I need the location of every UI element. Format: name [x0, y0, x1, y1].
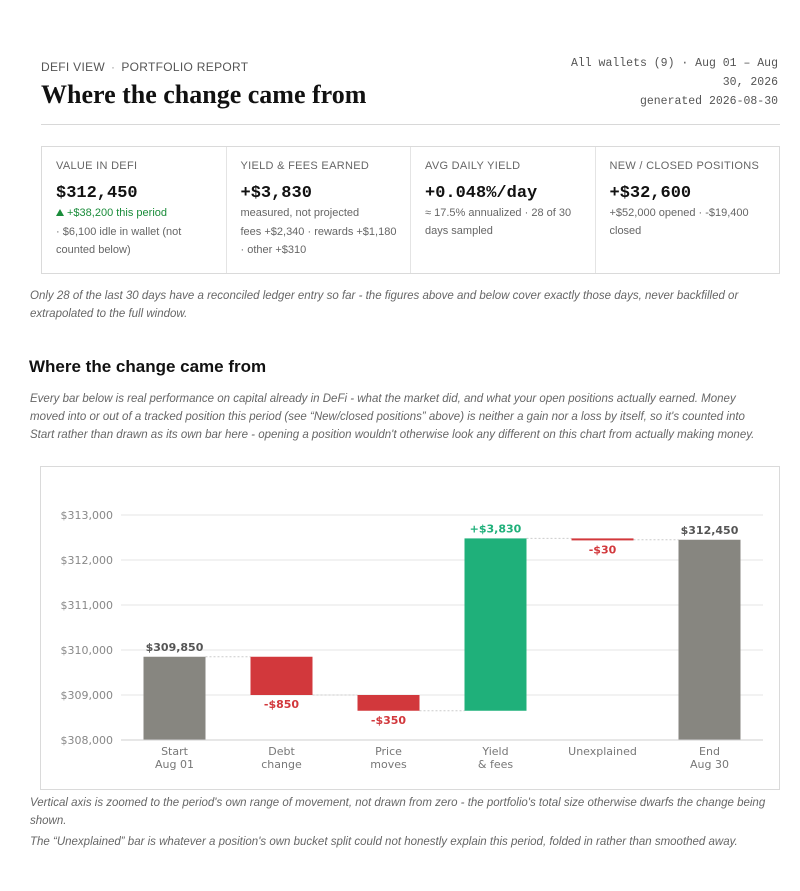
unexplained-note: The “Unexplained” bar is whatever a position's own bucket split could not honestly explain this period, folded in rather than smoothed away.	[30, 836, 738, 848]
kpi-label: VALUE IN DEFI	[56, 160, 138, 172]
x-category-label: Price	[375, 745, 402, 758]
bar-data-label: $312,450	[680, 523, 739, 537]
axis-note: Vertical axis is zoomed to the period's own range of movement, not drawn from zero - the portfolio's total size otherwise dwarfs the change being shown.	[30, 797, 766, 827]
eyebrow-report: PORTFOLIO REPORT	[121, 60, 249, 74]
waterfall-bar	[144, 657, 206, 740]
meta-scope: All wallets (9) · Aug 01 – Aug	[570, 57, 778, 70]
kpi-breakdown: fees +$2,340 · rewards +$1,180 · other +$310	[240, 226, 397, 256]
x-category-label: End	[699, 745, 720, 758]
y-tick-label: $313,000	[60, 509, 113, 522]
coverage-note: Only 28 of the last 30 days have a reconciled ledger entry so far - the figures above and below cover exactly those days, never backfilled or extrapolated to the full window.	[30, 290, 739, 320]
kpi-avg-daily-yield	[411, 147, 596, 273]
x-category-label: Start	[161, 745, 188, 758]
x-category-label: Debt	[268, 745, 295, 758]
kpi-sub: +$52,000 opened · -$19,400 closed	[609, 207, 749, 237]
x-category-label: change	[261, 758, 302, 771]
section-title: Where the change came from	[29, 357, 267, 376]
bar-data-label: -$350	[370, 713, 407, 727]
waterfall-bar	[251, 657, 313, 695]
kpi-sub: ≈ 17.5% annualized · 28 of 30 days sampled	[425, 207, 572, 237]
x-category-label: Aug 30	[690, 758, 729, 771]
kpi-yield-fees	[227, 147, 412, 273]
y-tick-label: $308,000	[60, 734, 113, 747]
kpi-change	[56, 204, 214, 222]
kpi-label: YIELD & FEES EARNED	[240, 160, 370, 172]
header-divider	[41, 124, 780, 125]
kpi-sub: · $6,100 idle in wallet (not counted below)	[56, 226, 182, 256]
kpi-value-in-defi	[42, 147, 227, 273]
eyebrow: DEFI VIEW · PORTFOLIO REPORT	[41, 60, 249, 74]
bar-data-label: $309,850	[145, 640, 204, 654]
x-category-label: Yield	[482, 745, 509, 758]
y-tick-label: $309,000	[60, 689, 113, 702]
waterfall-bar	[465, 538, 527, 710]
kpi-change-text: +$38,200 this period	[67, 207, 167, 219]
kpi-row	[41, 146, 780, 274]
bar-data-label: +$3,830	[469, 522, 522, 536]
kpi-value: $312,450	[56, 184, 138, 203]
explain-note: Every bar below is real performance on capital already in DeFi - what the market did, and what your open positions actually earned. Money moved into or out of a tracked position this period (see “New/closed positions” above) is neither a gain nor a loss by itself, so it's counted into Start rather than drawn as its own bar here - opening a position wouldn't otherwise look any different on this chart from actually making money.	[30, 393, 755, 441]
kpi-value: +$32,600	[609, 184, 692, 203]
kpi-value: +0.048%/day	[425, 184, 538, 203]
kpi-label: AVG DAILY YIELD	[425, 160, 521, 172]
kpi-label: NEW / CLOSED POSITIONS	[609, 160, 760, 172]
meta-scope-end: 30, 2026	[722, 76, 778, 89]
waterfall-bar	[358, 695, 420, 711]
bar-data-label: -$850	[263, 698, 300, 711]
x-category-label: Aug 01	[155, 758, 194, 771]
x-category-label: Unexplained	[568, 745, 637, 758]
waterfall-bar	[572, 538, 634, 540]
meta-generated: generated 2026-08-30	[639, 95, 778, 108]
x-category-label: & fees	[477, 758, 514, 771]
y-tick-label: $312,000	[60, 554, 113, 567]
report-header	[41, 54, 781, 124]
bar-data-label: -$30	[588, 543, 617, 557]
page-title: Where the change came from	[41, 80, 367, 109]
kpi-value: +$3,830	[240, 184, 312, 203]
kpi-new-closed-positions	[596, 147, 780, 273]
kpi-sub: measured, not projected	[240, 207, 360, 219]
waterfall-chart	[40, 466, 780, 790]
eyebrow-section: DEFI VIEW	[41, 60, 106, 74]
report-meta	[538, 54, 778, 111]
x-category-label: moves	[370, 758, 407, 771]
waterfall-svg	[41, 467, 779, 789]
y-tick-label: $310,000	[60, 644, 113, 657]
up-triangle-icon	[56, 209, 64, 216]
y-tick-label: $311,000	[60, 599, 113, 612]
waterfall-bar	[679, 540, 741, 740]
